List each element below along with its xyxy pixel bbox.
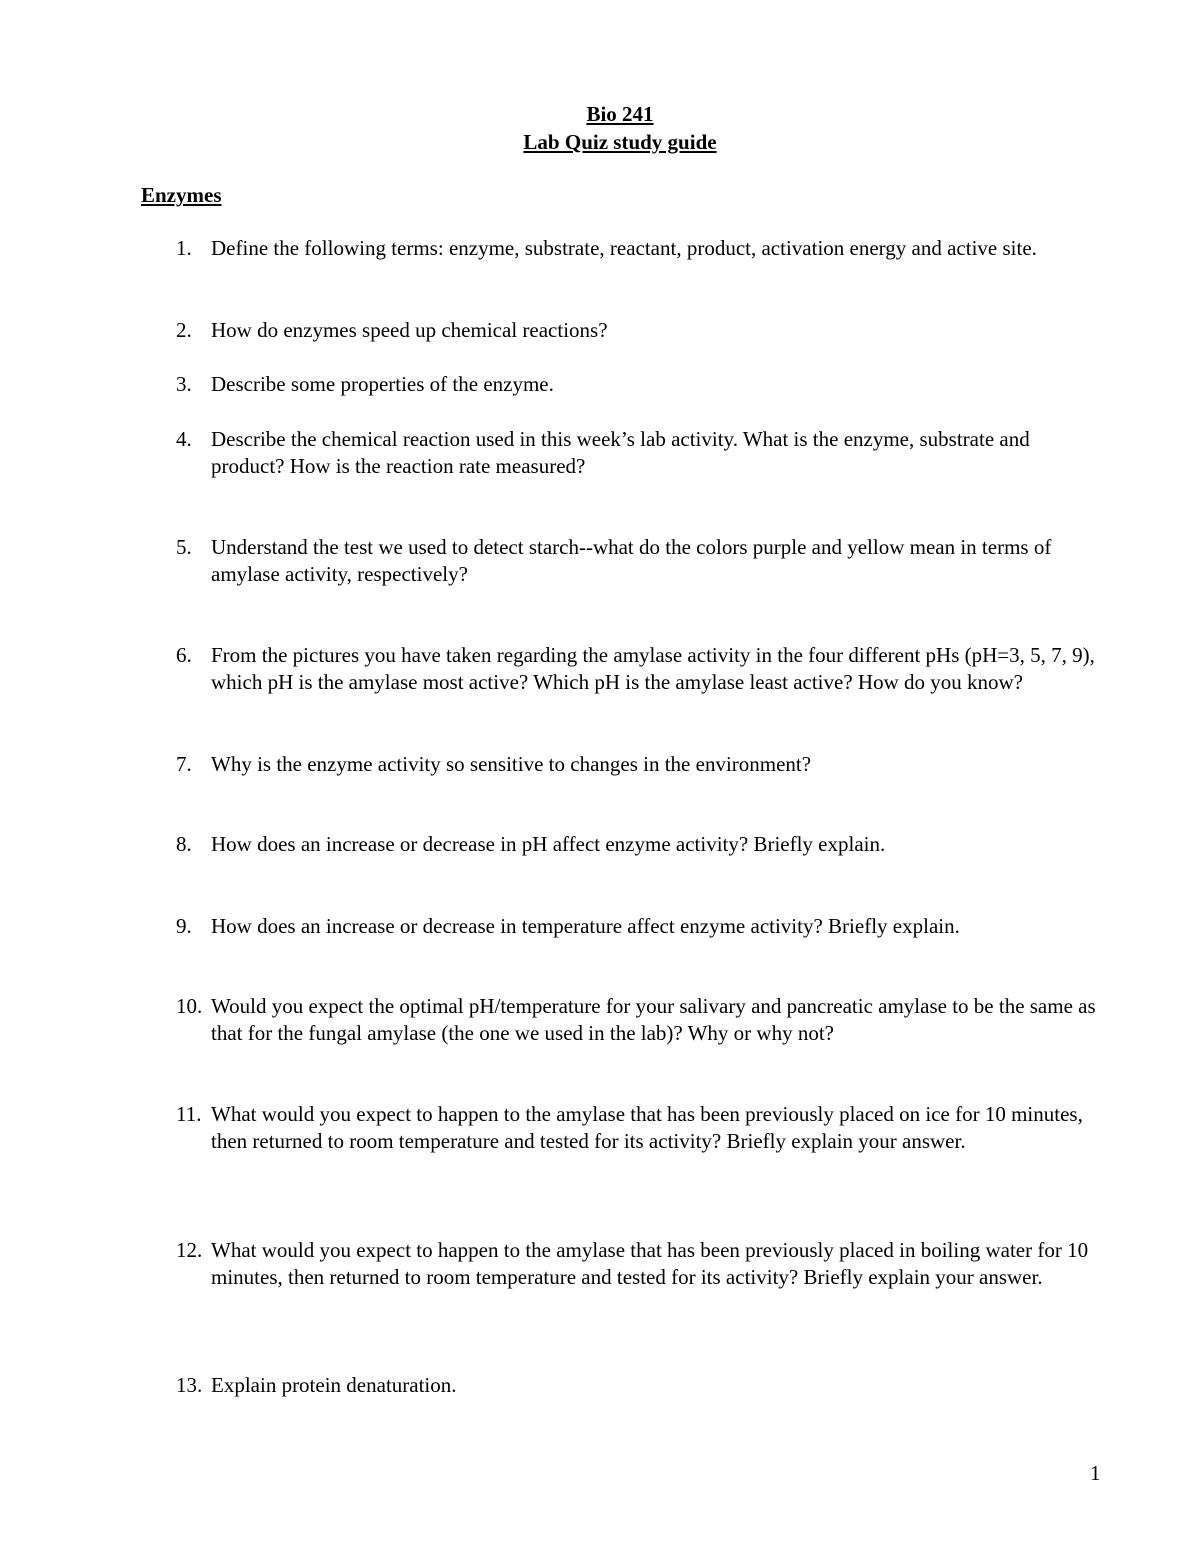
question-number: 6. — [176, 643, 192, 667]
course-title: Bio 241 — [586, 102, 654, 126]
question-text: Why is the enzyme activity so sensitive to changes in the environment? — [211, 752, 812, 776]
question-number: 9. — [176, 914, 192, 938]
question-number: 3. — [176, 372, 192, 396]
question-number: 13. — [176, 1373, 203, 1397]
section-heading-enzymes: Enzymes — [141, 183, 222, 207]
question-number: 1. — [176, 236, 192, 260]
page-number: 1 — [1090, 1461, 1101, 1485]
question-text: Would you expect the optimal pH/temperature for your salivary and pancreatic amylase to be the same as that for the fungal amylase (the one we used in the lab)? Why or why not? — [211, 994, 1096, 1045]
question-number: 11. — [176, 1102, 202, 1126]
question-number: 5. — [176, 535, 192, 559]
question-text: How do enzymes speed up chemical reactions? — [211, 318, 608, 342]
question-text: How does an increase or decrease in temperature affect enzyme activity? Briefly explain. — [211, 914, 960, 938]
question-text: What would you expect to happen to the amylase that has been previously placed on ice for 10 minutes, then returned to room temperature and tested for its activity? Briefly explain your answer. — [211, 1102, 1083, 1153]
question-text: Describe some properties of the enzyme. — [211, 372, 554, 396]
question-number: 8. — [176, 832, 192, 856]
question-text: Explain protein denaturation. — [211, 1373, 457, 1397]
question-text: Define the following terms: enzyme, substrate, reactant, product, activation energy and active site. — [211, 236, 1037, 260]
question-number: 10. — [176, 994, 203, 1018]
question-number: 4. — [176, 427, 192, 451]
question-text: Describe the chemical reaction used in this week’s lab activity. What is the enzyme, substrate and product? How is the reaction rate measured? — [211, 427, 1030, 478]
question-text: How does an increase or decrease in pH affect enzyme activity? Briefly explain. — [211, 832, 886, 856]
question-text: Understand the test we used to detect starch--what do the colors purple and yellow mean in terms of amylase activity, respectively? — [211, 535, 1052, 586]
question-number: 2. — [176, 318, 192, 342]
question-number: 12. — [176, 1238, 203, 1262]
question-number: 7. — [176, 752, 192, 776]
question-text: What would you expect to happen to the amylase that has been previously placed in boiling water for 10 minutes, then returned to room temperature and tested for its activity? Briefly explain your answer. — [211, 1238, 1089, 1289]
question-text: From the pictures you have taken regarding the amylase activity in the four different pHs (pH=3, 5, 7, 9), which pH is the amylase most active? Which pH is the amylase least active? How do you know? — [211, 643, 1095, 694]
guide-title: Lab Quiz study guide — [523, 130, 717, 154]
